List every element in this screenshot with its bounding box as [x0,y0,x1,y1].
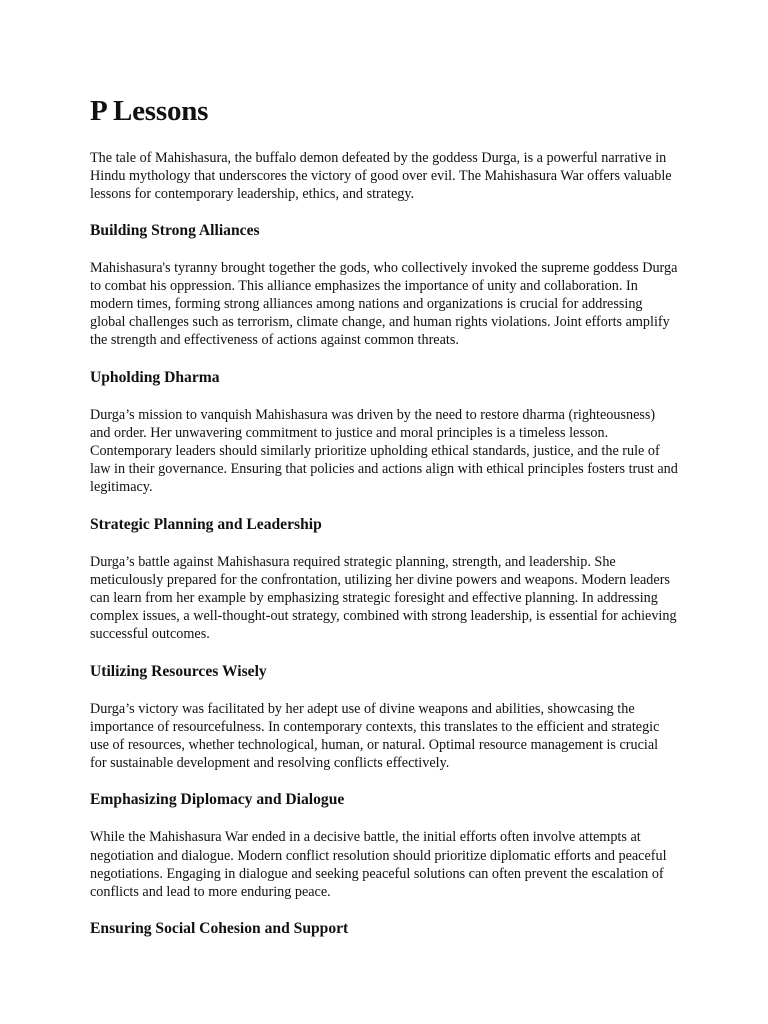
document-title: P Lessons [90,95,209,127]
section-heading-dharma: Upholding Dharma [90,368,220,386]
section-body-alliances: Mahishasura's tyranny brought together the gods, who collectively invoked the supreme goddess Durga to combat his oppression. This alliance emphasizes the importance of unity and collaboration. In modern times, forming strong alliances among nations and organizations is crucial for addressing global challenges such as terrorism, climate change, and human rights violations. Joint efforts amplify the strength and effectiveness of actions against common threats. [90,259,678,349]
section-heading-diplomacy: Emphasizing Diplomacy and Dialogue [90,791,345,809]
section-heading-resources: Utilizing Resources Wisely [90,662,267,680]
section-heading-strategic-planning: Strategic Planning and Leadership [90,515,322,533]
section-body-diplomacy: While the Mahishasura War ended in a decisive battle, the initial efforts often involve attempts at negotiation and dialogue. Modern conflict resolution should prioritize diplomatic efforts and peaceful negotiations. Engaging in dialogue and seeking peaceful solutions can often prevent the escalation of conflicts and lead to more enduring peace. [90,829,667,901]
section-heading-alliances: Building Strong Alliances [90,221,260,239]
section-body-resources: Durga’s victory was facilitated by her adept use of divine weapons and abilities, showcasing the importance of resourcefulness. In contemporary contexts, this translates to the efficient and strategic use of resources, whether technological, human, or natural. Optimal resource management is crucial for sustainable development and resolving conflicts effectively. [90,700,660,772]
section-heading-social-cohesion: Ensuring Social Cohesion and Support [90,920,349,938]
section-body-strategic-planning: Durga’s battle against Mahishasura required strategic planning, strength, and leadership. She meticulously prepared for the confrontation, utilizing her divine powers and weapons. Modern leaders can learn from her example by emphasizing strategic foresight and effective planning. In addressing complex issues, a well-thought-out strategy, combined with strong leadership, is essential for achieving successful outcomes. [90,553,677,643]
section-body-dharma: Durga’s mission to vanquish Mahishasura was driven by the need to restore dharma (righteousness) and order. Her unwavering commitment to justice and moral principles is a timeless lesson. Contemporary leaders should similarly prioritize upholding ethical standards, justice, and the rule of law in their governance. Ensuring that policies and actions align with ethical principles fosters trust and legitimacy. [90,406,678,496]
intro-paragraph: The tale of Mahishasura, the buffalo demon defeated by the goddess Durga, is a powerful narrative in Hindu mythology that underscores the victory of good over evil. The Mahishasura War offers valuable lessons for contemporary leadership, ethics, and strategy. [90,150,672,203]
